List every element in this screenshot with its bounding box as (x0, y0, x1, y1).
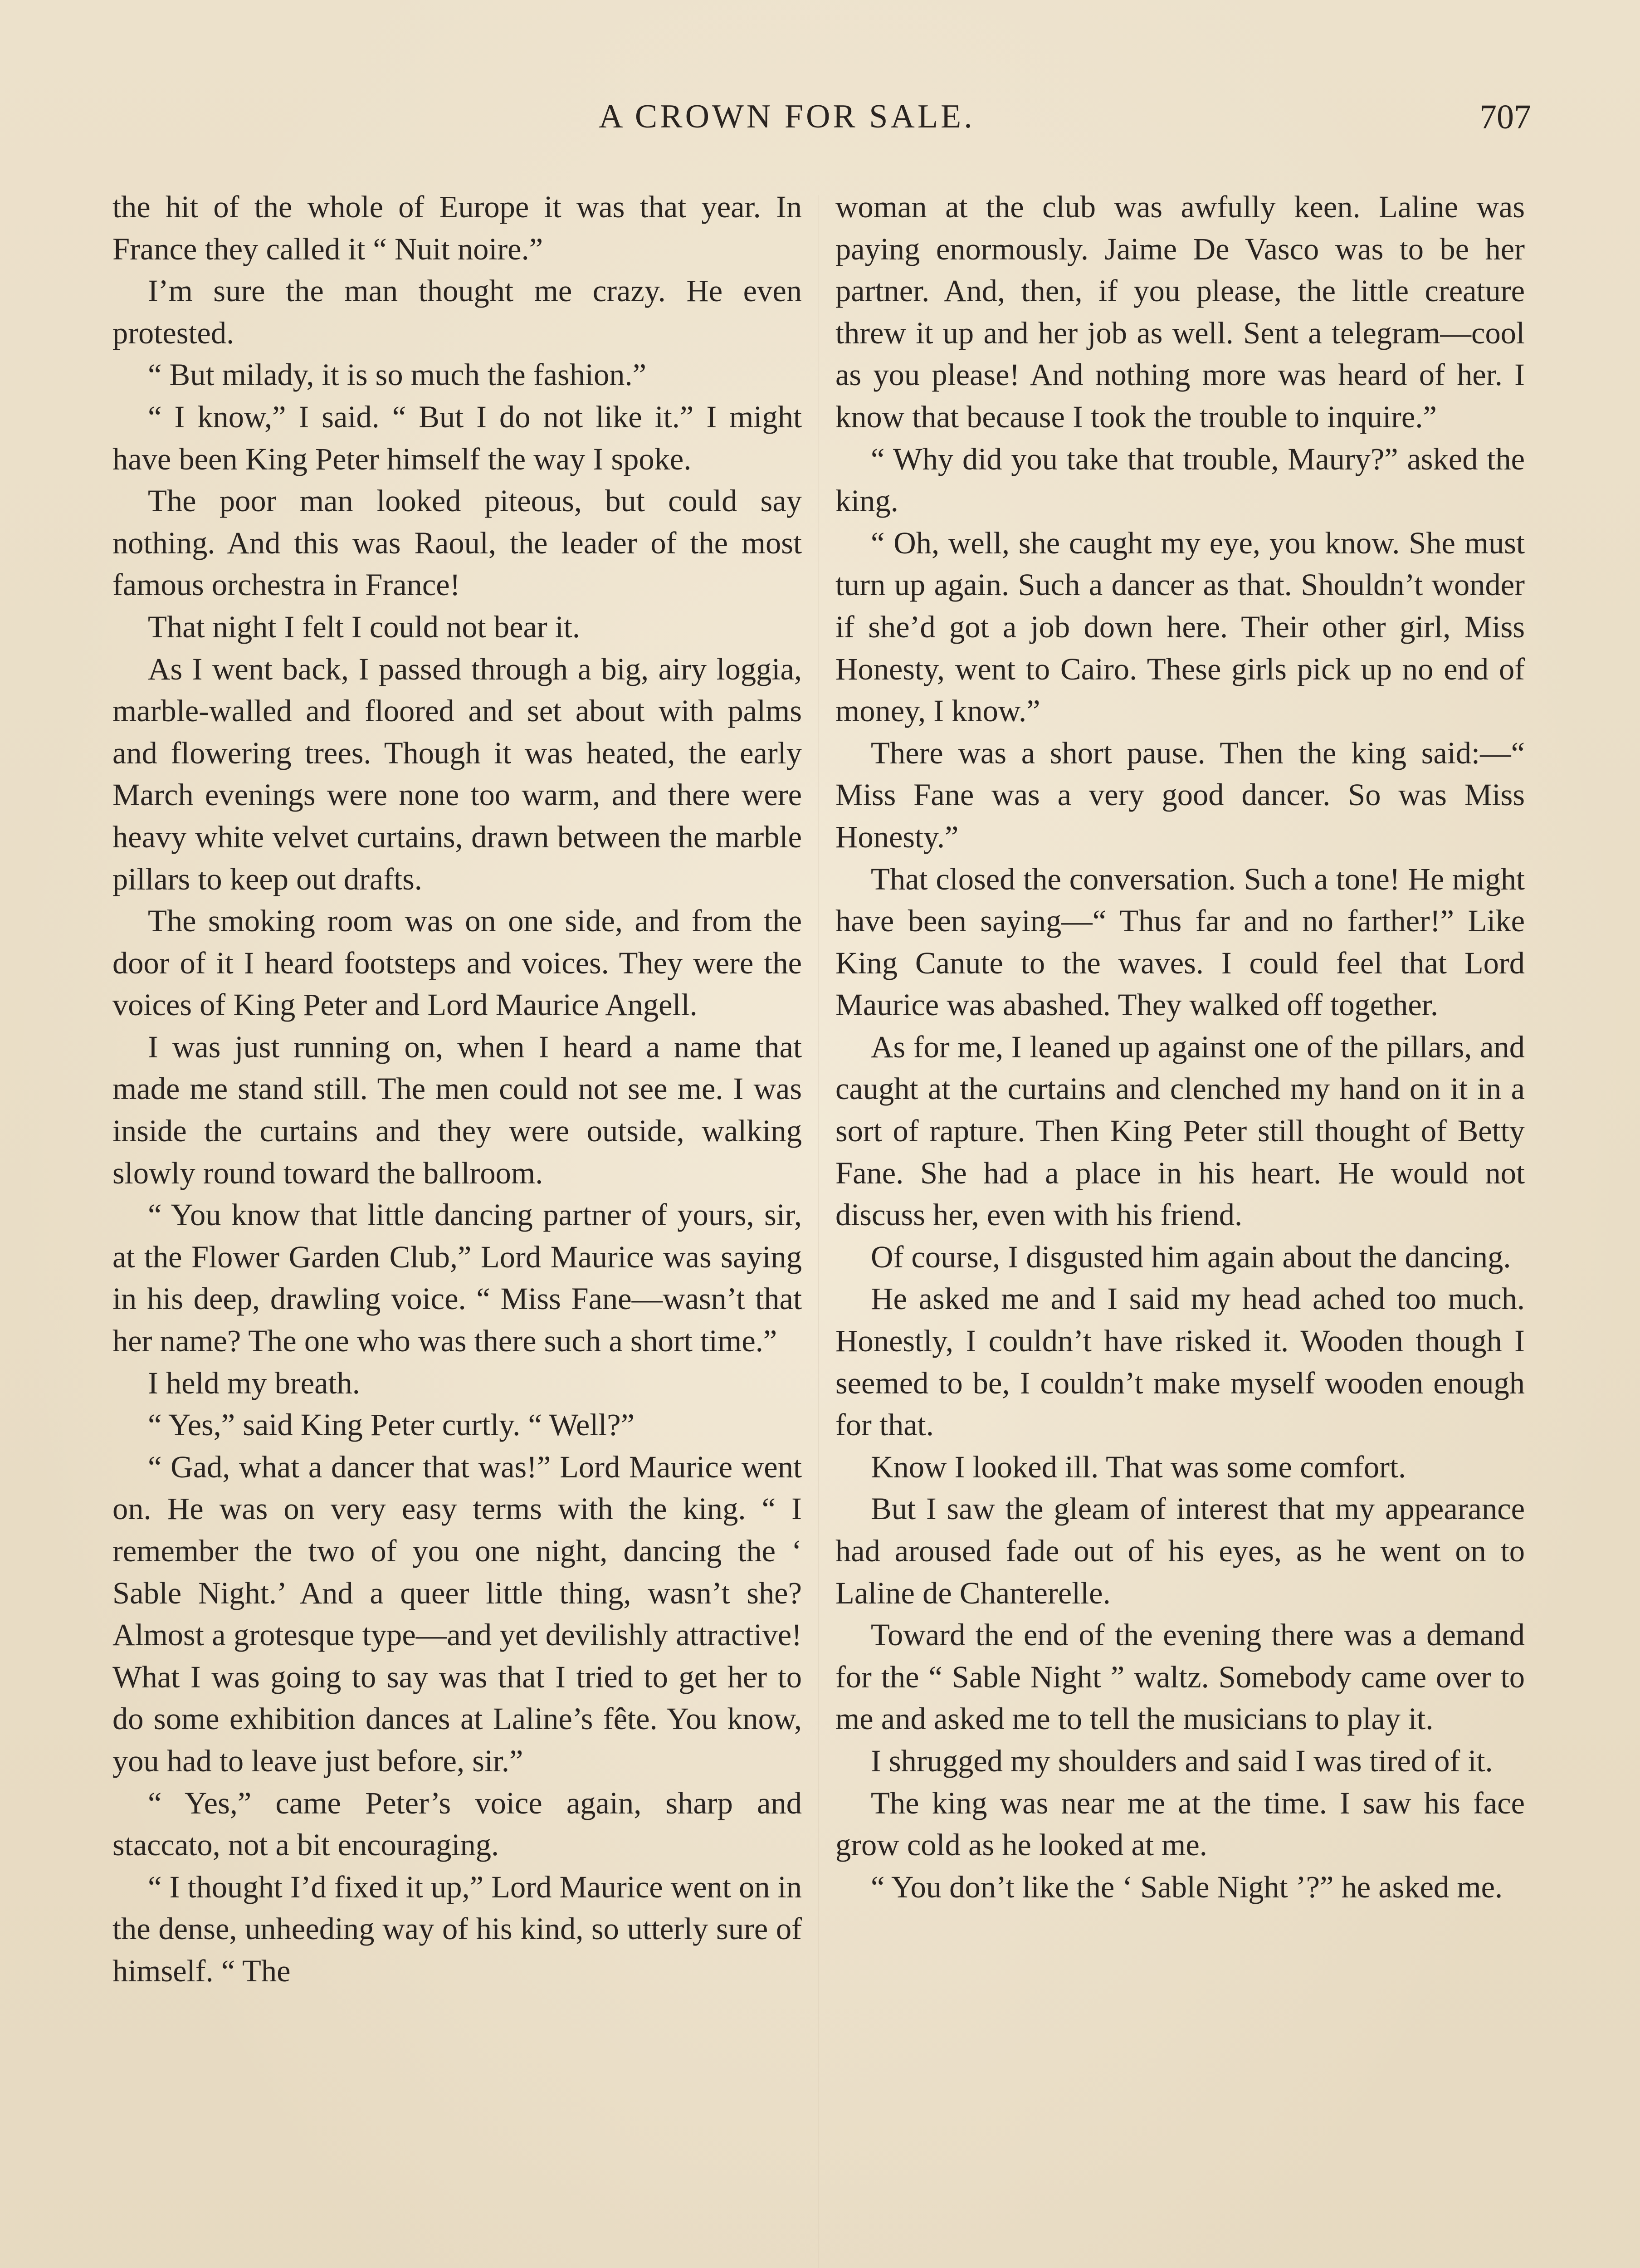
paragraph: That closed the conversation. Such a tone! He might have been saying—“ Thus far and no farther!” Like King Canute to the waves. I could feel that Lord Maurice was abashed. They walked off together. (835, 861, 1525, 1022)
paragraph: I’m sure the man thought me crazy. He even protested. (112, 274, 802, 350)
paragraph: “ Gad, what a dancer that was!” Lord Maurice went on. He was on very easy terms with the king. “ I remember the two of you one night, dancing the ‘ Sable Night.’ And a queer little thing, wasn’t she? Almost a grotesque type—and yet devilishly attractive! What I was going to say was that I tried to get her to do some exhibition dances at Laline’s fête. You know, you had to leave just before, sir.” (112, 1449, 802, 1778)
running-title: A CROWN FOR SALE. (599, 98, 975, 135)
paragraph: “ I thought I’d fixed it up,” Lord Maurice went on in the dense, unheeding way of his kind, so utterly sure of himself. “ The (112, 1869, 802, 1988)
page-header (109, 98, 1531, 152)
paragraph: The king was near me at the time. I saw his face grow cold as he looked at me. (835, 1785, 1525, 1862)
paragraph: “ But milady, it is so much the fashion.” (148, 357, 647, 392)
paragraph: “ Yes,” came Peter’s voice again, sharp and staccato, not a bit encouraging. (112, 1785, 802, 1862)
paragraph: There was a short pause. Then the king said:—“ Miss Fane was a very good dancer. So was Miss Honesty.” (835, 735, 1525, 854)
paragraph: the hit of the whole of Europe it was that year. In France they called it “ Nuit noire.” (112, 190, 802, 266)
paragraph: Toward the end of the evening there was a demand for the “ Sable Night ” waltz. Somebody came over to me and asked me to tell the musicians to play it. (835, 1618, 1525, 1736)
column-gutter (818, 195, 819, 2268)
right-column (835, 186, 1525, 1908)
paragraph-continuation: woman at the club was awfully keen. Laline was paying enormously. Jaime De Vasco was to be her partner. And, then, if you please, the little creature threw it up and her job as well. Sent a telegram—cool as you please! And nothing more was heard of her. I know that because I took the trouble to inquire.” (835, 190, 1525, 434)
paragraph: “ Why did you take that trouble, Maury?” asked the king. (835, 441, 1525, 518)
paragraph: I shrugged my shoulders and said I was tired of it. (871, 1743, 1493, 1778)
paragraph: But I saw the gleam of interest that my appearance had aroused fade out of his eyes, as he went on to Laline de Chanterelle. (835, 1491, 1525, 1610)
paragraph: I held my breath. (148, 1365, 360, 1400)
paragraph: Know I looked ill. That was some comfort. (871, 1449, 1406, 1484)
paragraph: “ Yes,” said King Peter curtly. “ Well?” (148, 1408, 635, 1442)
paragraph: Of course, I disgusted him again about the dancing. (871, 1239, 1511, 1274)
paragraph: As for me, I leaned up against one of the pillars, and caught at the curtains and clenched my hand on it in a sort of rapture. Then King Peter still thought of Betty Fane. She had a place in his heart. He would not discuss her, even with his friend. (835, 1029, 1525, 1232)
paragraph: He asked me and I said my head ached too much. Honestly, I couldn’t have risked it. Wooden though I seemed to be, I couldn’t make myself wooden enough for that. (835, 1281, 1525, 1442)
paragraph: As I went back, I passed through a big, airy loggia, marble-walled and floored and set about with palms and flowering trees. Though it was heated, the early March evenings were none too warm, and there were heavy white velvet curtains, drawn between the marble pillars to keep out drafts. (112, 651, 802, 896)
paragraph: “ You don’t like the ‘ Sable Night ’?” he asked me. (871, 1869, 1503, 1904)
paragraph: That night I felt I could not bear it. (148, 609, 581, 644)
page-number: 707 (1479, 98, 1531, 136)
paragraph: I was just running on, when I heard a name that made me stand still. The men could not see me. I was inside the curtains and they were outside, walking slowly round toward the ballroom. (112, 1029, 802, 1190)
paragraph: The smoking room was on one side, and from the door of it I heard footsteps and voices. They were the voices of King Peter and Lord Maurice Angell. (112, 904, 802, 1022)
paragraph: “ Oh, well, she caught my eye, you know. She must turn up again. Such a dancer as that. Shouldn’t wonder if she’d got a job down here. Their other girl, Miss Honesty, went to Cairo. These girls pick up no end of money, I know.” (835, 525, 1525, 728)
paragraph: “ I know,” I said. “ But I do not like it.” I might have been King Peter himself the way I spoke. (112, 399, 802, 476)
paragraph: “ You know that little dancing partner of yours, sir, at the Flower Garden Club,” Lord Maurice was saying in his deep, drawling voice. “ Miss Fane—wasn’t that her name? The one who was there such a short time.” (112, 1198, 802, 1359)
left-column (112, 186, 802, 1992)
paragraph: The poor man looked piteous, but could say nothing. And this was Raoul, the leader of the most famous orchestra in France! (112, 484, 802, 602)
